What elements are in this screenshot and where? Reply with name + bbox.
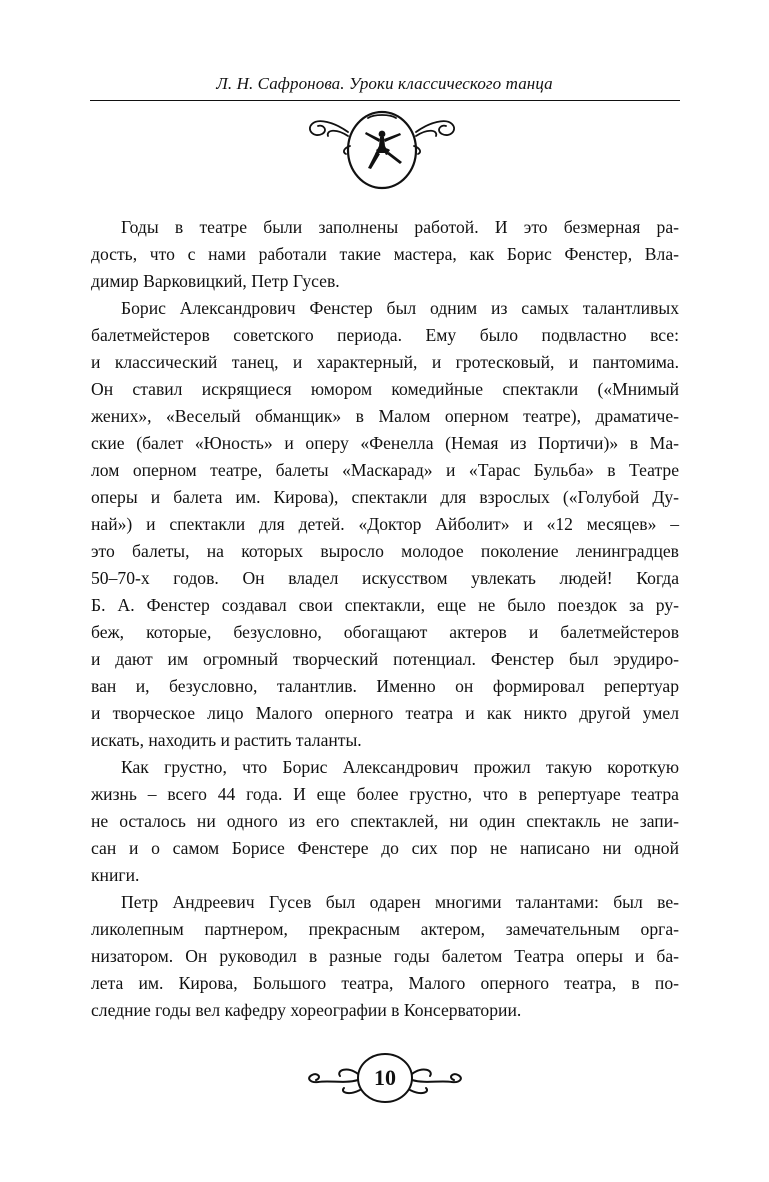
paragraph xyxy=(91,754,679,889)
running-header-title: Л. Н. Сафронова. Уроки классического танца xyxy=(216,74,553,93)
text-line: ские (балет «Юность» и оперу «Фенелла (Немая из Портичи)» в Ма- xyxy=(91,433,679,453)
text-line: най») и спектакли для детей. «Доктор Айболит» и «12 месяцев» – xyxy=(91,514,679,534)
text-line: Он ставил искрящиеся юмором комедийные спектакли («Мнимый xyxy=(91,379,679,399)
paragraph xyxy=(91,295,679,754)
text-line: димир Варковицкий, Петр Гусев. xyxy=(91,271,340,291)
text-line: это балеты, на которых выросло молодое поколение ленинградцев xyxy=(91,541,679,561)
text-line: и творческое лицо Малого оперного театра и как никто другой умел xyxy=(91,703,679,723)
text-line: ван и, безусловно, талантлив. Именно он формировал репертуар xyxy=(91,676,679,696)
header-rule xyxy=(90,100,680,101)
text-line: 50–70-х годов. Он владел искусством увлекать людей! Когда xyxy=(91,568,679,588)
text-line: и дают им огромный творческий потенциал. Фенстер был эрудиро- xyxy=(91,649,679,669)
text-line: беж, которые, безусловно, обогащают актеров и балетмейстеров xyxy=(91,622,679,642)
text-line: лета им. Кирова, Большого театра, Малого оперного театра, в по- xyxy=(91,973,679,993)
text-line: Борис Александрович Фенстер был одним из самых талантливых xyxy=(121,298,679,318)
text-line: искать, находить и растить таланты. xyxy=(91,730,362,750)
ballerina-medallion-icon xyxy=(304,102,460,192)
text-line: жизнь – всего 44 года. И еще более грустно, что в репертуаре театра xyxy=(91,784,679,804)
page-number: 10 xyxy=(374,1065,396,1090)
text-line: жених», «Веселый обманщик» в Малом оперном театре), драматиче- xyxy=(91,406,679,426)
text-line: не осталось ни одного из его спектаклей, ни один спектакль не запи- xyxy=(91,811,679,831)
text-line: оперы и балета им. Кирова), спектакли для взрослых («Голубой Ду- xyxy=(91,487,679,507)
text-line: балетмейстеров советского периода. Ему было подвластно все: xyxy=(91,325,679,345)
text-line: лом оперном театре, балеты «Маскарад» и «Тарас Бульба» в Театре xyxy=(91,460,679,480)
text-line: следние годы вел кафедру хореографии в Консерватории. xyxy=(91,1000,522,1020)
paragraph xyxy=(91,889,679,1024)
text-line: Как грустно, что Борис Александрович прожил такую короткую xyxy=(121,757,679,777)
text-line: и классический танец, и характерный, и гротесковый, и пантомима. xyxy=(91,352,679,372)
paragraph xyxy=(91,214,679,295)
text-line: Петр Андреевич Гусев был одарен многими талантами: был ве- xyxy=(121,892,679,912)
text-line: ликолепным партнером, прекрасным актером, замечательным орга- xyxy=(91,919,679,939)
body-text xyxy=(91,214,679,1024)
page-number-block xyxy=(300,1040,470,1120)
text-line: книги. xyxy=(91,865,140,885)
text-line: дость, что с нами работали такие мастера, как Борис Фенстер, Вла- xyxy=(91,244,679,264)
text-line: Б. А. Фенстер создавал свои спектакли, еще не было поездок за ру- xyxy=(91,595,679,615)
text-line: сан и о самом Борисе Фенстере до сих пор не написано ни одной xyxy=(91,838,679,858)
text-line: низатором. Он руководил в разные годы балетом Театра оперы и ба- xyxy=(91,946,679,966)
text-line: Годы в театре были заполнены работой. И это безмерная ра- xyxy=(121,217,679,237)
